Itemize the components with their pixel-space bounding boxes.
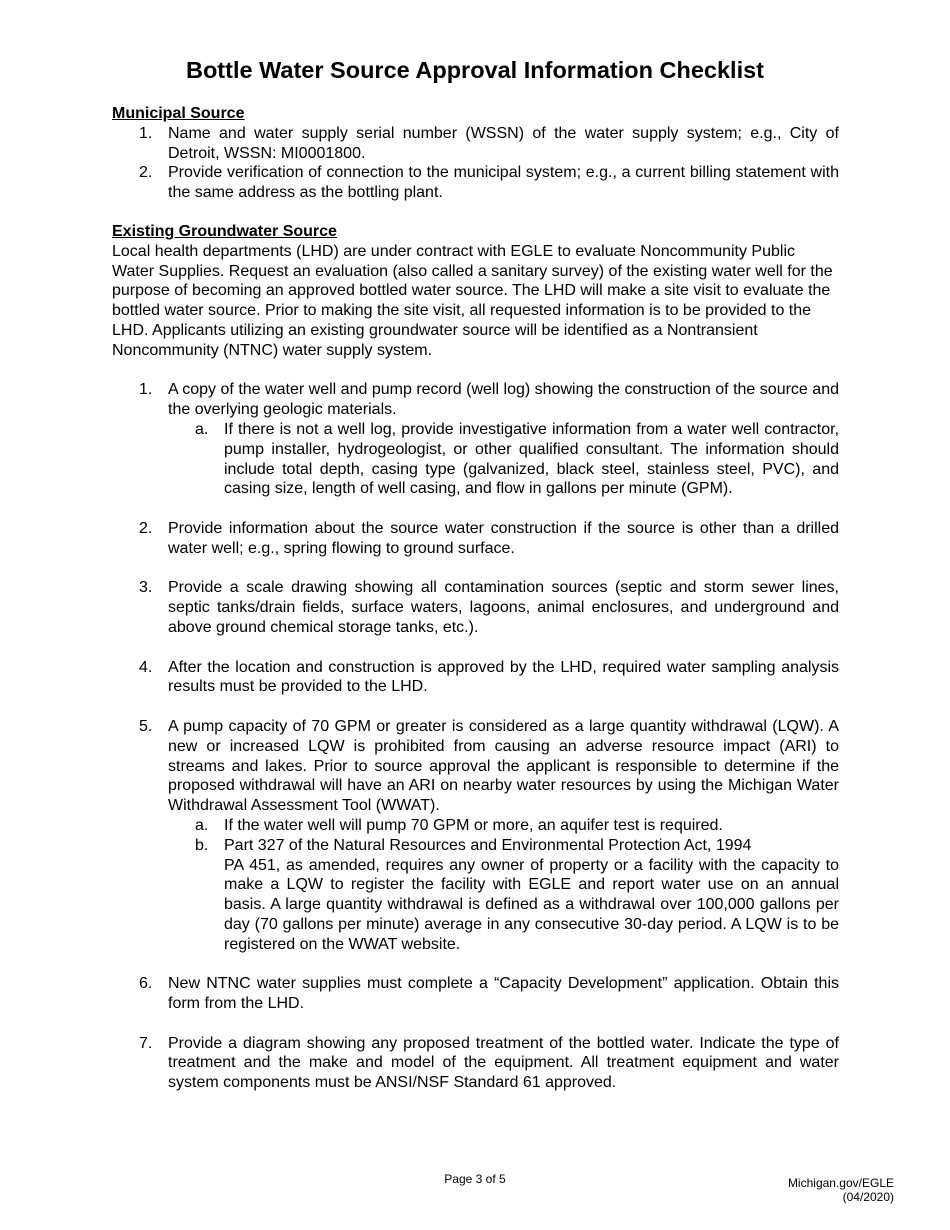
item-text: A copy of the water well and pump record (well log) showing the construction of the source and the overlying geologic materials. xyxy=(168,381,839,419)
list-item xyxy=(112,658,839,698)
item-number: 1. xyxy=(139,381,153,399)
list-item xyxy=(112,124,839,164)
sub-list xyxy=(168,816,839,955)
item-letter: a. xyxy=(195,420,209,438)
item-letter: b. xyxy=(195,836,209,854)
item-text: Provide verification of connection to the municipal system; e.g., a current billing statement with the same address as the bottling plant. xyxy=(168,164,839,202)
item-text: PA 451, as amended, requires any owner of property or a facility with the capacity to make a LQW to register the facility with EGLE and report water use on an annual basis. A large quantity withdrawal is defined as a withdrawal over 100,000 gallons per day (70 gallons per minute) average in any consecutive 30-day period. A LQW is to be registered on the WWAT website. xyxy=(224,856,839,953)
groundwater-source-list xyxy=(112,380,839,1093)
item-number: 4. xyxy=(139,658,153,676)
item-text-line: Part 327 of the Natural Resources and Environmental Protection Act, 1994 xyxy=(224,836,752,854)
list-item xyxy=(112,380,839,499)
list-item xyxy=(112,578,839,637)
item-number: 2. xyxy=(139,519,153,537)
item-text: Provide a scale drawing showing all contamination sources (septic and storm sewer lines, septic tanks/drain fields, surface waters, lagoons, animal enclosures, and underground and above ground chemical storage tanks, etc.). xyxy=(168,579,839,636)
footer-date: (04/2020) xyxy=(842,1190,894,1204)
footer-site: Michigan.gov/EGLE xyxy=(787,1176,894,1190)
sub-list xyxy=(168,420,839,499)
item-text: Provide a diagram showing any proposed treatment of the bottled water. Indicate the type of treatment and the make and model of the equipment. All treatment equipment and water system components must be ANSI/NSF Standard 61 approved. xyxy=(168,1034,839,1092)
item-text: Name and water supply serial number (WSSN) of the water supply system; e.g., City of Detroit, WSSN: MI0001800. xyxy=(168,124,839,162)
item-letter: a. xyxy=(195,816,209,834)
item-number: 6. xyxy=(139,975,153,993)
document-title: Bottle Water Source Approval Information Checklist xyxy=(185,57,764,83)
item-number: 3. xyxy=(139,579,153,597)
groundwater-intro: Local health departments (LHD) are under contract with EGLE to evaluate Noncommunity Public Water Supplies. Request an evaluation (also called a sanitary survey) of the existing water well for the purpose of becoming an approved bottled water source. The LHD will make a site visit to evaluate the bottled water source. Prior to making the site visit, all requested information is to be provided to the LHD. Applicants utilizing an existing groundwater source will be identified as a Nontransient Noncommunity (NTNC) water supply system. xyxy=(112,242,833,359)
municipal-source-heading: Municipal Source xyxy=(112,105,245,122)
item-number: 2. xyxy=(139,164,153,182)
item-text: A pump capacity of 70 GPM or greater is considered as a large quantity withdrawal (LQW). A new or increased LQW is prohibited from causing an adverse resource impact (ARI) to streams and lakes. Prior to source approval the applicant is responsible to determine if the proposed withdrawal will have an ARI on nearby water resources by using the Michigan Water Withdrawal Assessment Tool (WWAT). xyxy=(168,717,839,815)
list-item xyxy=(112,717,839,955)
item-number: 5. xyxy=(139,717,153,735)
item-text: New NTNC water supplies must complete a “Capacity Development” application. Obtain this form from the LHD. xyxy=(168,975,839,1013)
list-item xyxy=(112,163,839,203)
sub-list-item xyxy=(168,420,839,499)
footer-credits xyxy=(788,1176,894,1204)
groundwater-source-heading: Existing Groundwater Source xyxy=(112,223,337,240)
item-text: After the location and construction is approved by the LHD, required water sampling analysis results must be provided to the LHD. xyxy=(168,658,839,696)
item-text: If the water well will pump 70 GPM or more, an aquifer test is required. xyxy=(224,816,723,834)
item-number: 1. xyxy=(139,124,153,142)
item-text: Provide information about the source water construction if the source is other than a drilled water well; e.g., spring flowing to ground surface. xyxy=(168,519,839,557)
sub-list-item xyxy=(168,836,839,955)
list-item xyxy=(112,1034,839,1093)
list-item xyxy=(112,974,839,1014)
municipal-source-section xyxy=(112,104,839,203)
item-number: 7. xyxy=(139,1034,153,1052)
page-number: Page 3 of 5 xyxy=(444,1172,506,1186)
item-text: If there is not a well log, provide investigative information from a water well contractor, pump installer, hydrogeologist, or other qualified consultant. The information should include total depth, casing type (galvanized, black steel, stainless steel, PVC), and casing size, length of well casing, and flow in gallons per minute (GPM). xyxy=(224,420,839,498)
list-item xyxy=(112,519,839,559)
municipal-source-list xyxy=(112,124,839,203)
sub-list-item xyxy=(168,816,839,836)
groundwater-source-section xyxy=(112,222,839,1093)
